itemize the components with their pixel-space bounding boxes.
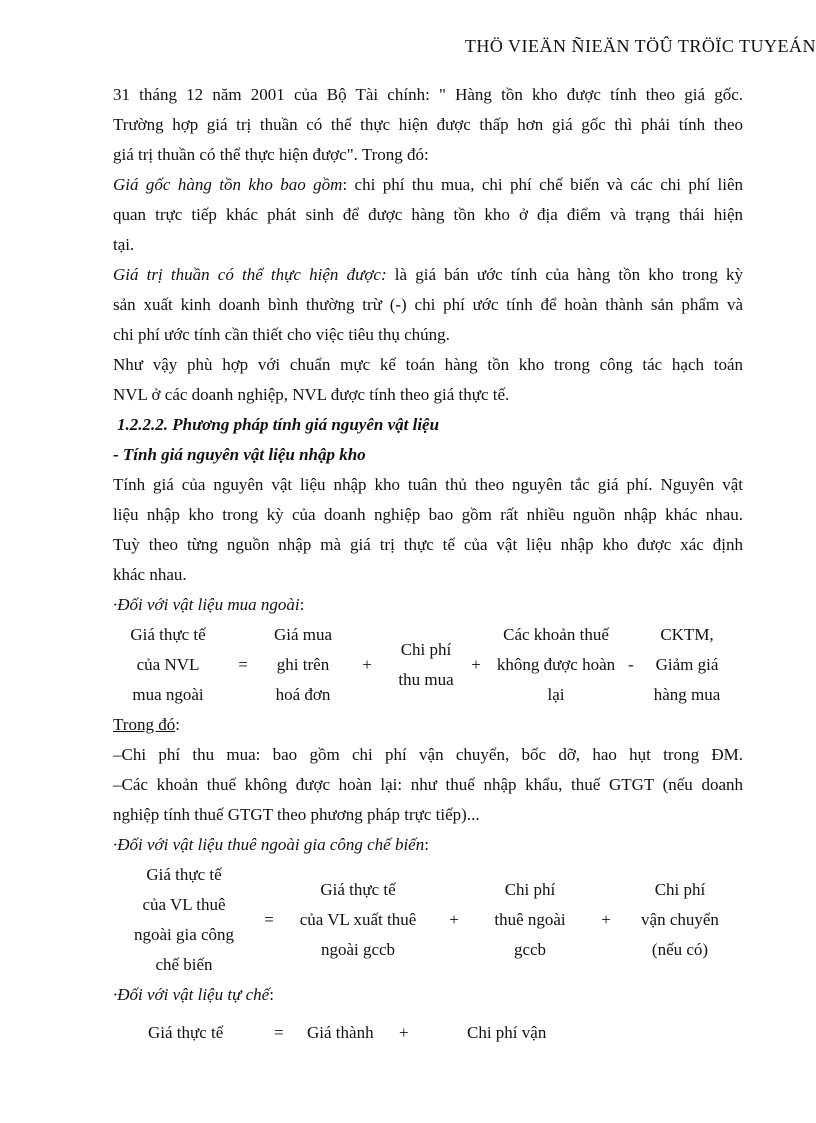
term-line: của VL thuê [142, 895, 226, 914]
term-line: hoá đơn [275, 685, 331, 704]
term-line: Giá thực tế [146, 865, 222, 884]
plus-sign: + [471, 655, 481, 674]
term-italic: Giá trị thuần có thể thực hiện được: [113, 265, 387, 284]
formula-outsourced [113, 860, 733, 980]
colon: : [299, 595, 305, 614]
formula-term [113, 620, 223, 710]
case-label-text: ·Đối với vật liệu tự chế [113, 985, 270, 1004]
paragraph-line: sản xuất kinh doanh bình thường trừ (-) chi phí ước tính để hoàn thành sản phẩm và [113, 295, 743, 314]
term-line: thu mua [398, 670, 454, 689]
term-line: lại [547, 685, 565, 704]
paragraph-line: Trường hợp giá trị thuần có thể thực hiện được thấp hơn giá gốc thì phải tính theo [113, 115, 743, 134]
case-label [113, 980, 743, 1010]
term-line: mua ngoài [132, 685, 204, 704]
term-line: hàng mua [653, 685, 721, 704]
term-line: Chi phí [504, 880, 556, 899]
paragraph-line: Như vậy phù hợp với chuẩn mực kế toán hàng tồn kho trong công tác hạch toán [113, 355, 743, 374]
term-line: Giá mua [273, 625, 333, 644]
paragraph-line [113, 170, 743, 200]
term-line: Giá thực tế [130, 625, 206, 644]
section-heading: 1.2.2.2. Phương pháp tính giá nguyên vật liệu [117, 415, 440, 434]
term-line: không được hoàn [496, 655, 616, 674]
paragraph-line: Tuỳ theo từng nguồn nhập mà giá trị thực tế của vật liệu nhập kho được xác định [113, 535, 743, 554]
paragraph-line: tại. [113, 235, 135, 254]
term-line: gccb [513, 940, 547, 959]
term-italic: Giá gốc hàng tồn kho bao gồm [113, 175, 343, 194]
term-line: Chi phí [654, 880, 706, 899]
paragraph-line: –Chi phí thu mua: bao gồm chi phí vận chuyển, bốc dỡ, hao hụt trong ĐM. [113, 745, 743, 764]
term-line: CKTM, [660, 625, 714, 644]
case-label-text: ·Đối với vật liệu mua ngoài [113, 595, 300, 614]
case-label [113, 830, 743, 860]
paragraph-line: liệu nhập kho trong kỳ của doanh nghiệp bao gồm rất nhiều nguồn nhập khác nhau. [113, 505, 743, 524]
paragraph-line: 31 tháng 12 năm 2001 của Bộ Tài chính: " Hàng tồn kho được tính theo giá gốc. [113, 85, 743, 104]
equals-sign: = [264, 910, 274, 929]
term-line: vận chuyển [641, 910, 719, 929]
term-line: Các khoản thuế [503, 625, 609, 644]
subsection-heading: - Tính giá nguyên vật liệu nhập kho [113, 445, 366, 464]
equals-sign: = [238, 655, 248, 674]
plus-sign: + [449, 910, 459, 929]
colon: : [424, 835, 429, 854]
paragraph-text: là giá bán ước tính của hàng tồn kho trong kỳ [386, 265, 743, 284]
paragraph-line: chi phí ước tính cần thiết cho việc tiêu thụ chúng. [113, 325, 450, 344]
term-line: ngoài gccb [320, 940, 396, 959]
plus-sign: + [399, 1023, 409, 1042]
formula-term: Giá thành [307, 1023, 374, 1042]
colon: : [269, 985, 274, 1004]
formula-term [641, 620, 733, 710]
term-line: của VL xuất thuê [299, 910, 417, 929]
case-label [113, 590, 743, 620]
where-label [113, 710, 743, 740]
paragraph-text: : chi phí thu mua, chi phí chế biến và các chi phí liên [342, 175, 743, 194]
term-line: ghi trên [276, 655, 330, 674]
colon: : [175, 715, 180, 734]
term-line: thuê ngoài [494, 910, 566, 929]
formula-term [263, 620, 343, 710]
document-body [113, 80, 743, 1052]
formula-term [113, 860, 255, 980]
term-line: Chi phí [400, 640, 452, 659]
paragraph-line: NVL ở các doanh nghiệp, NVL được tính theo giá thực tế. [113, 385, 510, 404]
term-line: Giảm giá [655, 655, 719, 674]
formula-term: Giá thực tế [148, 1023, 224, 1042]
term-line: của NVL [136, 655, 200, 674]
page-header: THÖ VIEÄN ÑIEÄN TÖÛ TRÖÏC TUYEÁN [464, 36, 816, 56]
formula-purchased [113, 620, 733, 710]
paragraph-line: khác nhau. [113, 565, 187, 584]
formula-term [391, 620, 461, 710]
paragraph-line: –Các khoản thuế không được hoàn lại: như thuế nhập khẩu, thuế GTGT (nếu doanh [113, 775, 743, 794]
formula-term [627, 860, 733, 980]
term-line: (nếu có) [651, 940, 709, 959]
equals-sign: = [274, 1023, 284, 1042]
formula-term [491, 620, 621, 710]
term-line: ngoài gia công [133, 925, 235, 944]
plus-sign: + [601, 910, 611, 929]
paragraph-line: Tính giá của nguyên vật liệu nhập kho tuân thủ theo nguyên tắc giá phí. Nguyên vật [113, 475, 743, 494]
paragraph-line: giá trị thuần có thể thực hiện được". Trong đó: [113, 145, 429, 164]
paragraph-line: nghiệp tính thuế GTGT theo phương pháp trực tiếp)... [113, 805, 480, 824]
minus-sign: - [628, 655, 634, 674]
term-line: Giá thực tế [320, 880, 396, 899]
plus-sign: + [362, 655, 372, 674]
formula-term [283, 860, 433, 980]
formula-self-made [113, 1018, 743, 1052]
formula-term: Chi phí vận [467, 1023, 547, 1042]
paragraph-line: quan trực tiếp khác phát sinh để được hàng tồn kho ở địa điểm và trạng thái hiện [113, 205, 743, 224]
paragraph-line [113, 260, 743, 290]
term-line: chế biến [155, 955, 213, 974]
formula-term [475, 860, 585, 980]
where-label-text: Trong đó [113, 715, 176, 734]
case-label-text: ·Đối với vật liệu thuê ngoài gia công chế biến [113, 835, 425, 854]
